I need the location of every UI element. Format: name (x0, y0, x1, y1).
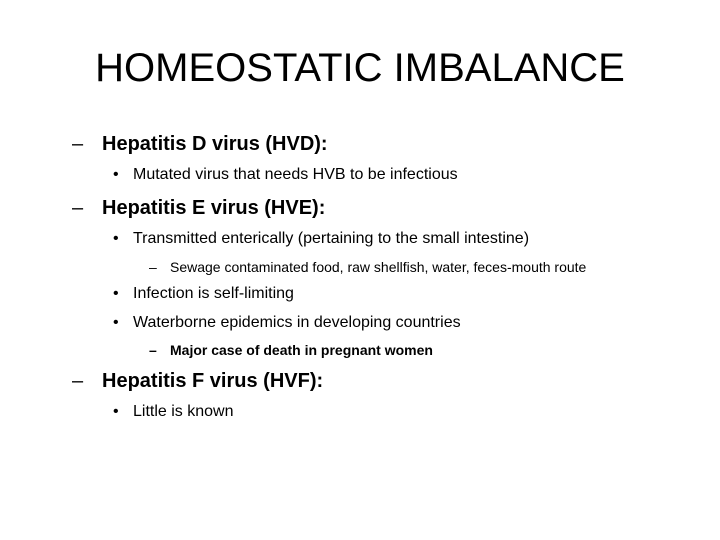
bullet-item (113, 312, 461, 334)
bullet-text: Mutated virus that needs HVB to be infectious (133, 166, 458, 183)
bullet-item (113, 228, 529, 250)
section-heading-hvd (72, 130, 328, 158)
dash-marker: – (149, 342, 157, 358)
bullet-item (113, 401, 234, 423)
heading-text: Hepatitis E virus (HVE): (102, 197, 326, 219)
sub-bullet-text: Sewage contaminated food, raw shellfish, water, feces-mouth route (170, 259, 587, 275)
bullet-item (113, 164, 458, 186)
bullet-marker: • (113, 314, 119, 331)
bullet-text: Waterborne epidemics in developing countries (133, 314, 461, 331)
dash-marker: – (72, 370, 84, 392)
bullet-marker: • (113, 230, 119, 247)
heading-text: Hepatitis F virus (HVF): (102, 370, 324, 392)
sub-bullet-item (149, 340, 433, 360)
bullet-text: Transmitted enterically (pertaining to the small intestine) (133, 230, 530, 247)
bullet-text: Little is known (133, 403, 234, 420)
bullet-marker: • (113, 166, 119, 183)
bullet-marker: • (113, 403, 119, 420)
bullet-text: Infection is self-limiting (133, 285, 294, 302)
sub-bullet-item (149, 257, 586, 277)
section-heading-hve (72, 194, 325, 222)
dash-marker: – (72, 197, 84, 219)
heading-text: Hepatitis D virus (HVD): (102, 133, 328, 155)
slide-title: HOMEOSTATIC IMBALANCE (95, 46, 625, 90)
dash-marker: – (72, 133, 84, 155)
bullet-marker: • (113, 285, 119, 302)
sub-bullet-text: Major case of death in pregnant women (170, 342, 433, 358)
bullet-item (113, 283, 294, 305)
dash-marker: – (149, 259, 157, 275)
section-heading-hvf (72, 367, 323, 395)
